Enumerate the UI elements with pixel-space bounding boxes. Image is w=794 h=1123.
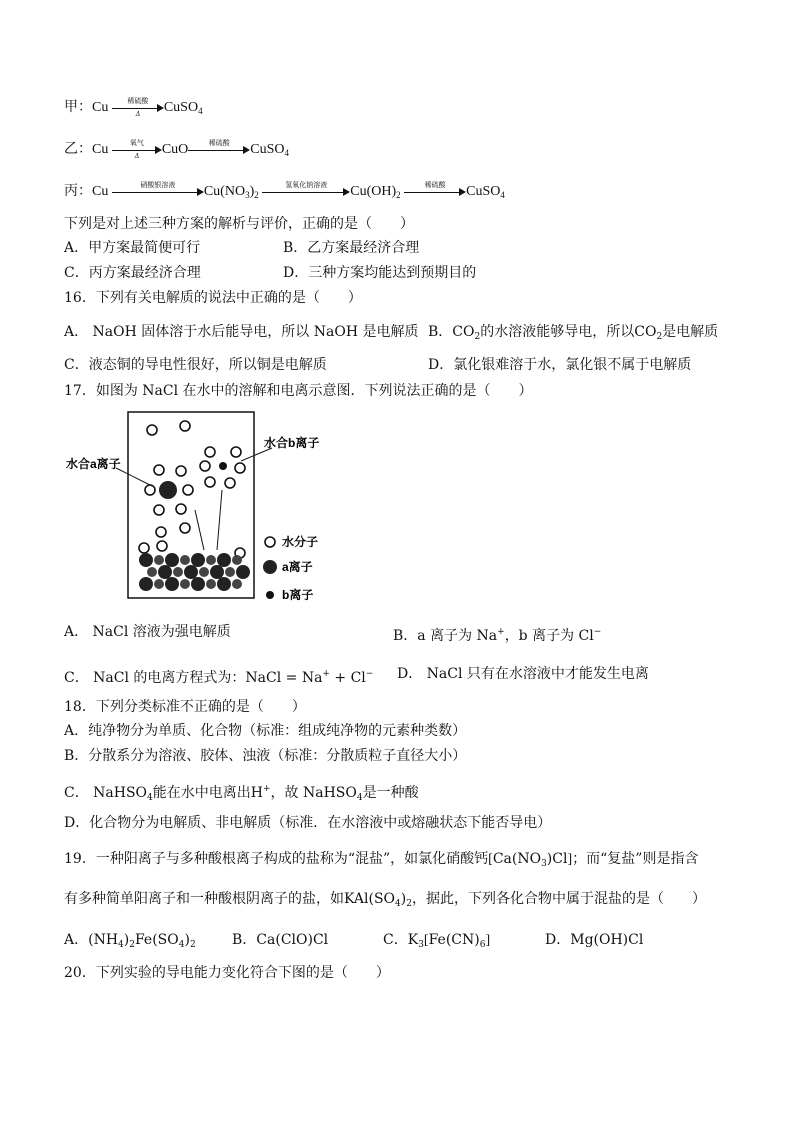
option-b: B．分散系分为溶液、胶体、浊液（标准：分散质粒子直径大小） xyxy=(64,748,467,764)
option-b: B．Ca(ClO)Cl xyxy=(232,932,329,948)
option-a: A．纯净物分为单质、化合物（标准：组成纯净物的元素种类数） xyxy=(64,723,467,739)
reaction-arrow-icon: 稀硫酸 xyxy=(404,182,466,202)
scheme-label: 乙： xyxy=(64,142,92,158)
b-ion-icon xyxy=(180,555,190,565)
option-d: D．化合物分为电解质、非电解质（标准．在水溶液中或熔融状态下能否导电） xyxy=(64,815,552,831)
b-ion-icon xyxy=(199,567,209,577)
question-stem: 17．如图为 NaCl 在水中的溶解和电离示意图．下列说法正确的是（ ） xyxy=(64,383,533,399)
b-ion-icon xyxy=(219,462,227,470)
a-ion-icon xyxy=(217,553,231,567)
option-d: D． NaCl 只有在水溶液中才能发生电离 xyxy=(397,666,649,682)
legend-water: 水分子 xyxy=(282,535,319,549)
option-a: A．甲方案最简便可行 xyxy=(64,240,201,256)
b-ion-icon xyxy=(173,567,183,577)
a-ion-icon xyxy=(139,553,153,567)
a-ion-icon xyxy=(191,553,205,567)
option-b: B．$CO_2$的水溶液能够导电，所以$CO_2$是电解质 xyxy=(428,324,719,342)
option-c: C．丙方案最经济合理 xyxy=(64,265,201,281)
a-ion-icon xyxy=(159,481,177,499)
option-c: C． NaHSO$_4$能在水中电离出H+，故 NaHSO$_4$是一种酸 xyxy=(64,784,419,803)
question-stem: 20．下列实验的导电能力变化符合下图的是（ ） xyxy=(64,965,390,981)
b-ion-icon xyxy=(225,567,235,577)
option-a: A．$(NH_4)_2Fe(SO_4)_2$ xyxy=(64,932,196,950)
a-ion-icon xyxy=(165,577,179,591)
option-b: B．乙方案最经济合理 xyxy=(283,240,420,256)
b-ion-icon xyxy=(154,579,164,589)
a-ion-icon xyxy=(236,565,250,579)
option-a: A． NaCl 溶液为强电解质 xyxy=(64,624,231,640)
water-molecule-icon xyxy=(265,537,275,547)
a-ion-icon xyxy=(210,565,224,579)
label-hydrated-a: 水合a离子 xyxy=(66,457,121,471)
b-ion-icon xyxy=(154,555,164,565)
a-ion-icon xyxy=(184,565,198,579)
b-ion-icon xyxy=(180,579,190,589)
option-c: C． NaCl 的电离方程式为：NaCl = Na+ + Cl− xyxy=(64,669,374,686)
scheme-bing: 丙：Cu 硝酸银溶液 $Cu(NO_3)_2$ 氢氧化钠溶液 $Cu(OH)_2$ 稀硫酸 CuSO$_4$ xyxy=(64,181,505,201)
scheme-label: 丙： xyxy=(64,184,92,200)
reaction-arrow-icon: 氢氧化钠溶液 xyxy=(262,182,350,202)
reaction-arrow-icon: 稀硫酸 xyxy=(188,140,250,160)
b-ion-icon xyxy=(266,591,274,599)
option-a: A． NaOH 固体溶于水后能导电，所以 NaOH 是电解质 xyxy=(64,324,419,340)
a-ion-icon xyxy=(165,553,179,567)
b-ion-icon xyxy=(147,567,157,577)
nacl-crystal-icon xyxy=(139,553,250,591)
option-b: B．a 离子为 Na+，b 离子为 Cl− xyxy=(393,627,602,644)
scheme-yi: 乙：Cu 氧气 Δ CuO 稀硫酸 CuSO$_4$ xyxy=(64,139,290,160)
scheme-label: 甲： xyxy=(64,100,92,116)
a-ion-icon xyxy=(191,577,205,591)
a-ion-icon xyxy=(217,577,231,591)
legend-b: b离子 xyxy=(282,588,314,602)
b-ion-icon xyxy=(206,555,216,565)
label-hydrated-b: 水合b离子 xyxy=(264,436,320,450)
question-stem: 19．一种阳离子与多种酸根离子构成的盐称为“混盐”，如氯化硝酸钙$[Ca(NO_3)Cl]$；而“复盐”则是指含 xyxy=(64,851,699,869)
option-c: C．$K_3[Fe(CN)_6]$ xyxy=(383,932,491,950)
a-ion-icon xyxy=(158,565,172,579)
question-stem: 下列是对上述三种方案的解析与评价，正确的是（ ） xyxy=(64,216,414,232)
question-stem: 18．下列分类标准不正确的是（ ） xyxy=(64,699,306,715)
option-d: D．氯化银难溶于水，氯化银不属于电解质 xyxy=(428,357,692,373)
reaction-arrow-icon: 硝酸银溶液 xyxy=(112,182,204,202)
reactant: Cu xyxy=(92,100,109,116)
option-d: D．三种方案均能达到预期目的 xyxy=(283,265,477,281)
question-stem-line2: 有多种简单阳离子和一种酸根阴离子的盐，如$KAl(SO_4)_2$，据此，下列各化合物中属于混盐的是（ ） xyxy=(64,891,706,909)
a-ion-icon xyxy=(139,577,153,591)
water-molecule-icon xyxy=(147,421,190,435)
a-ion-icon xyxy=(263,560,277,574)
b-ion-icon xyxy=(206,579,216,589)
option-c: C．液态铜的导电性很好，所以铜是电解质 xyxy=(64,357,327,373)
water-molecule-icon xyxy=(139,523,245,558)
legend-a: a离子 xyxy=(282,560,313,574)
question-stem: 16．下列有关电解质的说法中正确的是（ ） xyxy=(64,290,362,306)
nacl-dissolution-diagram xyxy=(64,410,334,610)
option-d: D．Mg(OH)Cl xyxy=(545,932,644,948)
b-ion-icon xyxy=(232,555,242,565)
product: CuSO xyxy=(163,100,199,116)
scheme-jia: 甲：Cu 稀硫酸 Δ CuSO$_4$ xyxy=(64,97,203,118)
reaction-arrow-icon: 氧气 Δ xyxy=(112,140,162,160)
b-ion-icon xyxy=(232,579,242,589)
reaction-arrow-icon: 稀硫酸 Δ xyxy=(112,98,164,118)
